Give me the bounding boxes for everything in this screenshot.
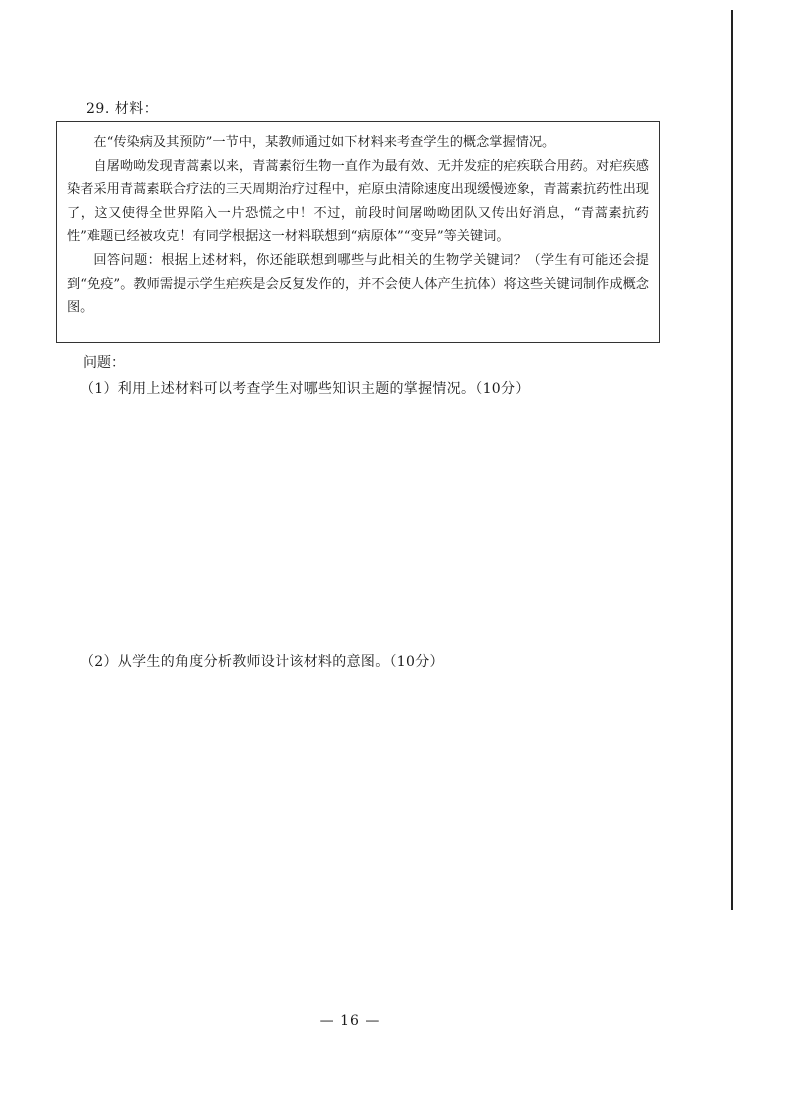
material-paragraph-intro: 在“传染病及其预防”一节中，某教师通过如下材料来考查学生的概念掌握情况。 xyxy=(93,135,556,150)
scan-border-line xyxy=(731,10,733,910)
page-number: — 16 — xyxy=(319,1013,381,1029)
material-paragraph-story: 自屠呦呦发现青蒿素以来，青蒿素衍生物一直作为最有效、无并发症的疟疾联合用药。对疟疾感染者采用青蒿素联合疗法的三天周期治疗过程中，疟原虫清除速度出现缓慢迹象，青蒿素抗药性出现了，这又使得全世界陷入一片恐慌之中！不过，前段时间屠呦呦团队又传出好消息，“青蒿素抗药性”难题已经被攻克！有同学根据这一材料联想到“病原体”“变异”等关键词。 xyxy=(67,158,649,245)
sub-question-1: （1）利用上述材料可以考查学生对哪些知识主题的掌握情况。（10分） xyxy=(80,381,530,397)
material-box xyxy=(56,121,660,343)
questions-label: 问题： xyxy=(83,355,125,371)
question-number: 29. 材料： xyxy=(86,101,159,117)
sub-question-2: （2）从学生的角度分析教师设计该材料的意图。（10分） xyxy=(80,654,444,670)
material-paragraph-task: 回答问题：根据上述材料，你还能联想到哪些与此相关的生物学关键词？（学生有可能还会提到“免疫”。教师需提示学生疟疾是会反复发作的，并不会使人体产生抗体）将这些关键词制作成概念图。 xyxy=(67,252,649,316)
